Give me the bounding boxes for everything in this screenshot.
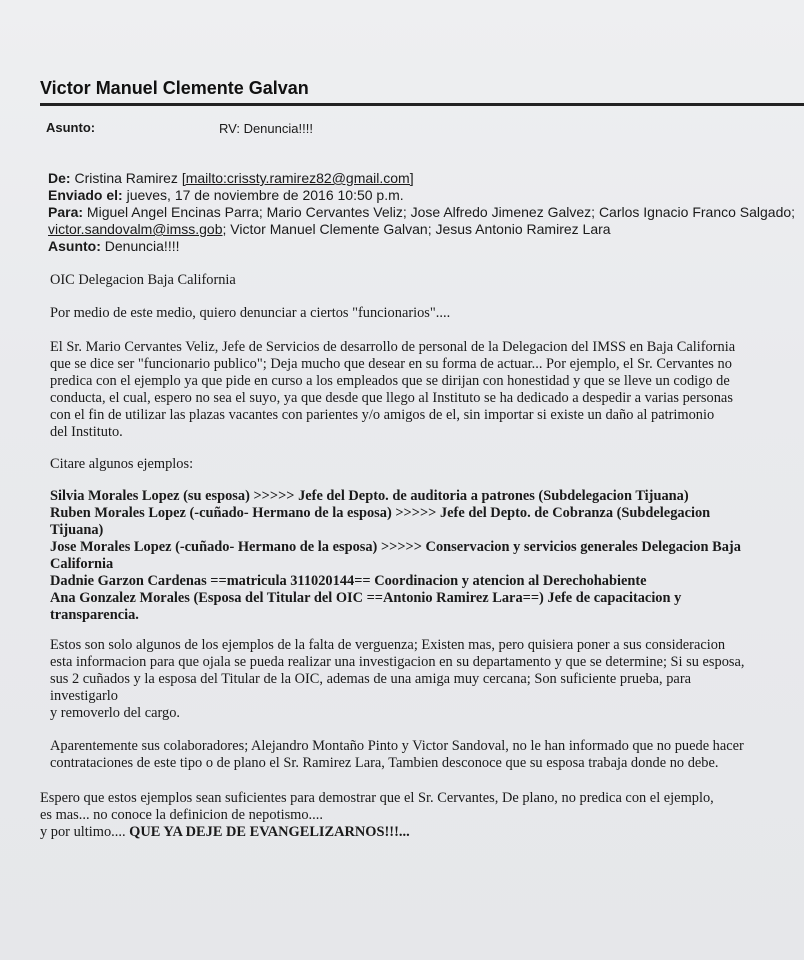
example-item: Jose Morales Lopez (-cuñado- Hermano de la esposa) >>>>> Conservacion y servicios generales Delegacion Baja: [50, 539, 741, 555]
paragraph-line: Estos son solo algunos de los ejemplos de la falta de verguenza; Existen mas, pero quisiera poner a sus consideracion: [50, 637, 726, 653]
paragraph-1: [50, 339, 790, 441]
email-subject-line: [48, 238, 180, 255]
paragraph-line: El Sr. Mario Cervantes Veliz, Jefe de Servicios de desarrollo de personal de la Delegacion del IMSS en Baja California: [50, 339, 736, 355]
from-line: [48, 170, 414, 187]
paragraph-line: es mas... no conoce la definicion de nepotismo....: [40, 807, 323, 823]
to-line: [48, 204, 795, 221]
examples-list: [50, 488, 790, 624]
closing-line: [40, 824, 780, 841]
paragraph-line: con el fin de utilizar las plazas vacantes con parientes y/o amigos de el, sin importar si existe un daño al patrimonio: [50, 407, 715, 423]
sent-value: jueves, 17 de noviembre de 2016 10:50 p.m.: [126, 187, 404, 203]
paragraph-line: sus 2 cuñados y la esposa del Titular de la OIC, ademas de una amiga muy cercana; Son suficiente prueba, para: [50, 671, 691, 687]
sender-name: Victor Manuel Clemente Galvan: [40, 78, 309, 98]
paragraph-line: investigarlo: [50, 688, 118, 704]
sent-label: Enviado el:: [48, 187, 123, 203]
to-recipients: Miguel Angel Encinas Parra; Mario Cervantes Veliz; Jose Alfredo Jimenez Galvez; Carlos Ignacio Franco Salgado;: [86, 204, 796, 220]
email-subject-label: Asunto:: [48, 238, 101, 254]
sent-line: [48, 187, 404, 204]
to-recipients-rest: ; Victor Manuel Clemente Galvan; Jesus Antonio Ramirez Lara: [222, 221, 611, 237]
paragraph-3: [50, 738, 790, 772]
example-item: Tijuana): [50, 522, 104, 538]
to-line-continued: [48, 221, 611, 238]
paragraph-line: que se dice ser "funcionario publico"; Deja mucho que desear en su forma de actuar... Por ejemplo, el Sr. Cervantes no: [50, 356, 732, 372]
subject-label: Asunto:: [46, 120, 96, 135]
paragraph-line: predica con el ejemplo ya que pide en curso a los empleados que se dirijan con honestidad y que se lleve un codigo de: [50, 373, 730, 389]
from-label: De:: [48, 170, 71, 186]
examples-intro: Citare algunos ejemplos:: [50, 456, 194, 472]
example-item: transparencia.: [50, 607, 139, 623]
paragraph-line: Espero que estos ejemplos sean suficientes para demostrar que el Sr. Cervantes, De plano, no predica con el ejemplo,: [40, 790, 714, 806]
closing-emphasis: QUE YA DEJE DE EVANGELIZARNOS!!!...: [129, 824, 410, 840]
subject-value: RV: Denuncia!!!!: [219, 121, 313, 136]
paragraph-line: del Instituto.: [50, 424, 123, 440]
paragraph-2: [50, 637, 790, 722]
paragraph-line: y removerlo del cargo.: [50, 705, 181, 721]
recipient-email-link[interactable]: victor.sandovalm@imss.gob: [48, 221, 223, 237]
paragraph-line: esta informacion para que ojala se pueda realizar una investigacion en su departamento y que se determine; Si su esposa,: [50, 654, 745, 670]
paragraph-4: [40, 790, 780, 841]
example-item: California: [50, 556, 114, 572]
header-divider: [40, 103, 804, 106]
from-name: Cristina Ramirez: [74, 170, 178, 186]
email-subject-value: Denuncia!!!!: [104, 238, 180, 254]
closing-prefix: y por ultimo....: [40, 824, 130, 840]
example-item: Ana Gonzalez Morales (Esposa del Titular del OIC ==Antonio Ramirez Lara==) Jefe de capacitacion y: [50, 590, 682, 606]
greeting: OIC Delegacion Baja California: [50, 272, 236, 288]
paragraph-line: contrataciones de este tipo o de plano el Sr. Ramirez Lara, Tambien desconoce que su esposa trabaja donde no debe.: [50, 755, 719, 771]
example-item: Silvia Morales Lopez (su esposa) >>>>> Jefe del Depto. de auditoria a patrones (Subdelegacion Tijuana): [50, 488, 689, 504]
paragraph-line: conducta, el cual, espero no sea el suyo, ya que desde que llego al Instituto se ha dedicado a despedir a varias personas: [50, 390, 733, 406]
from-email-link[interactable]: [mailto:crissty.ramirez82@gmail.com]: [181, 170, 414, 186]
example-item: Ruben Morales Lopez (-cuñado- Hermano de la esposa) >>>>> Jefe del Depto. de Cobranza (Subdelegacion: [50, 505, 711, 521]
to-label: Para:: [48, 204, 84, 220]
paragraph-line: Aparentemente sus colaboradores; Alejandro Montaño Pinto y Victor Sandoval, no le han informado que no puede hacer: [50, 738, 744, 754]
example-item: Dadnie Garzon Cardenas ==matricula 311020144== Coordinacion y atencion al Derechohabiente: [50, 573, 647, 589]
intro-paragraph: Por medio de este medio, quiero denunciar a ciertos "funcionarios"....: [50, 305, 451, 321]
